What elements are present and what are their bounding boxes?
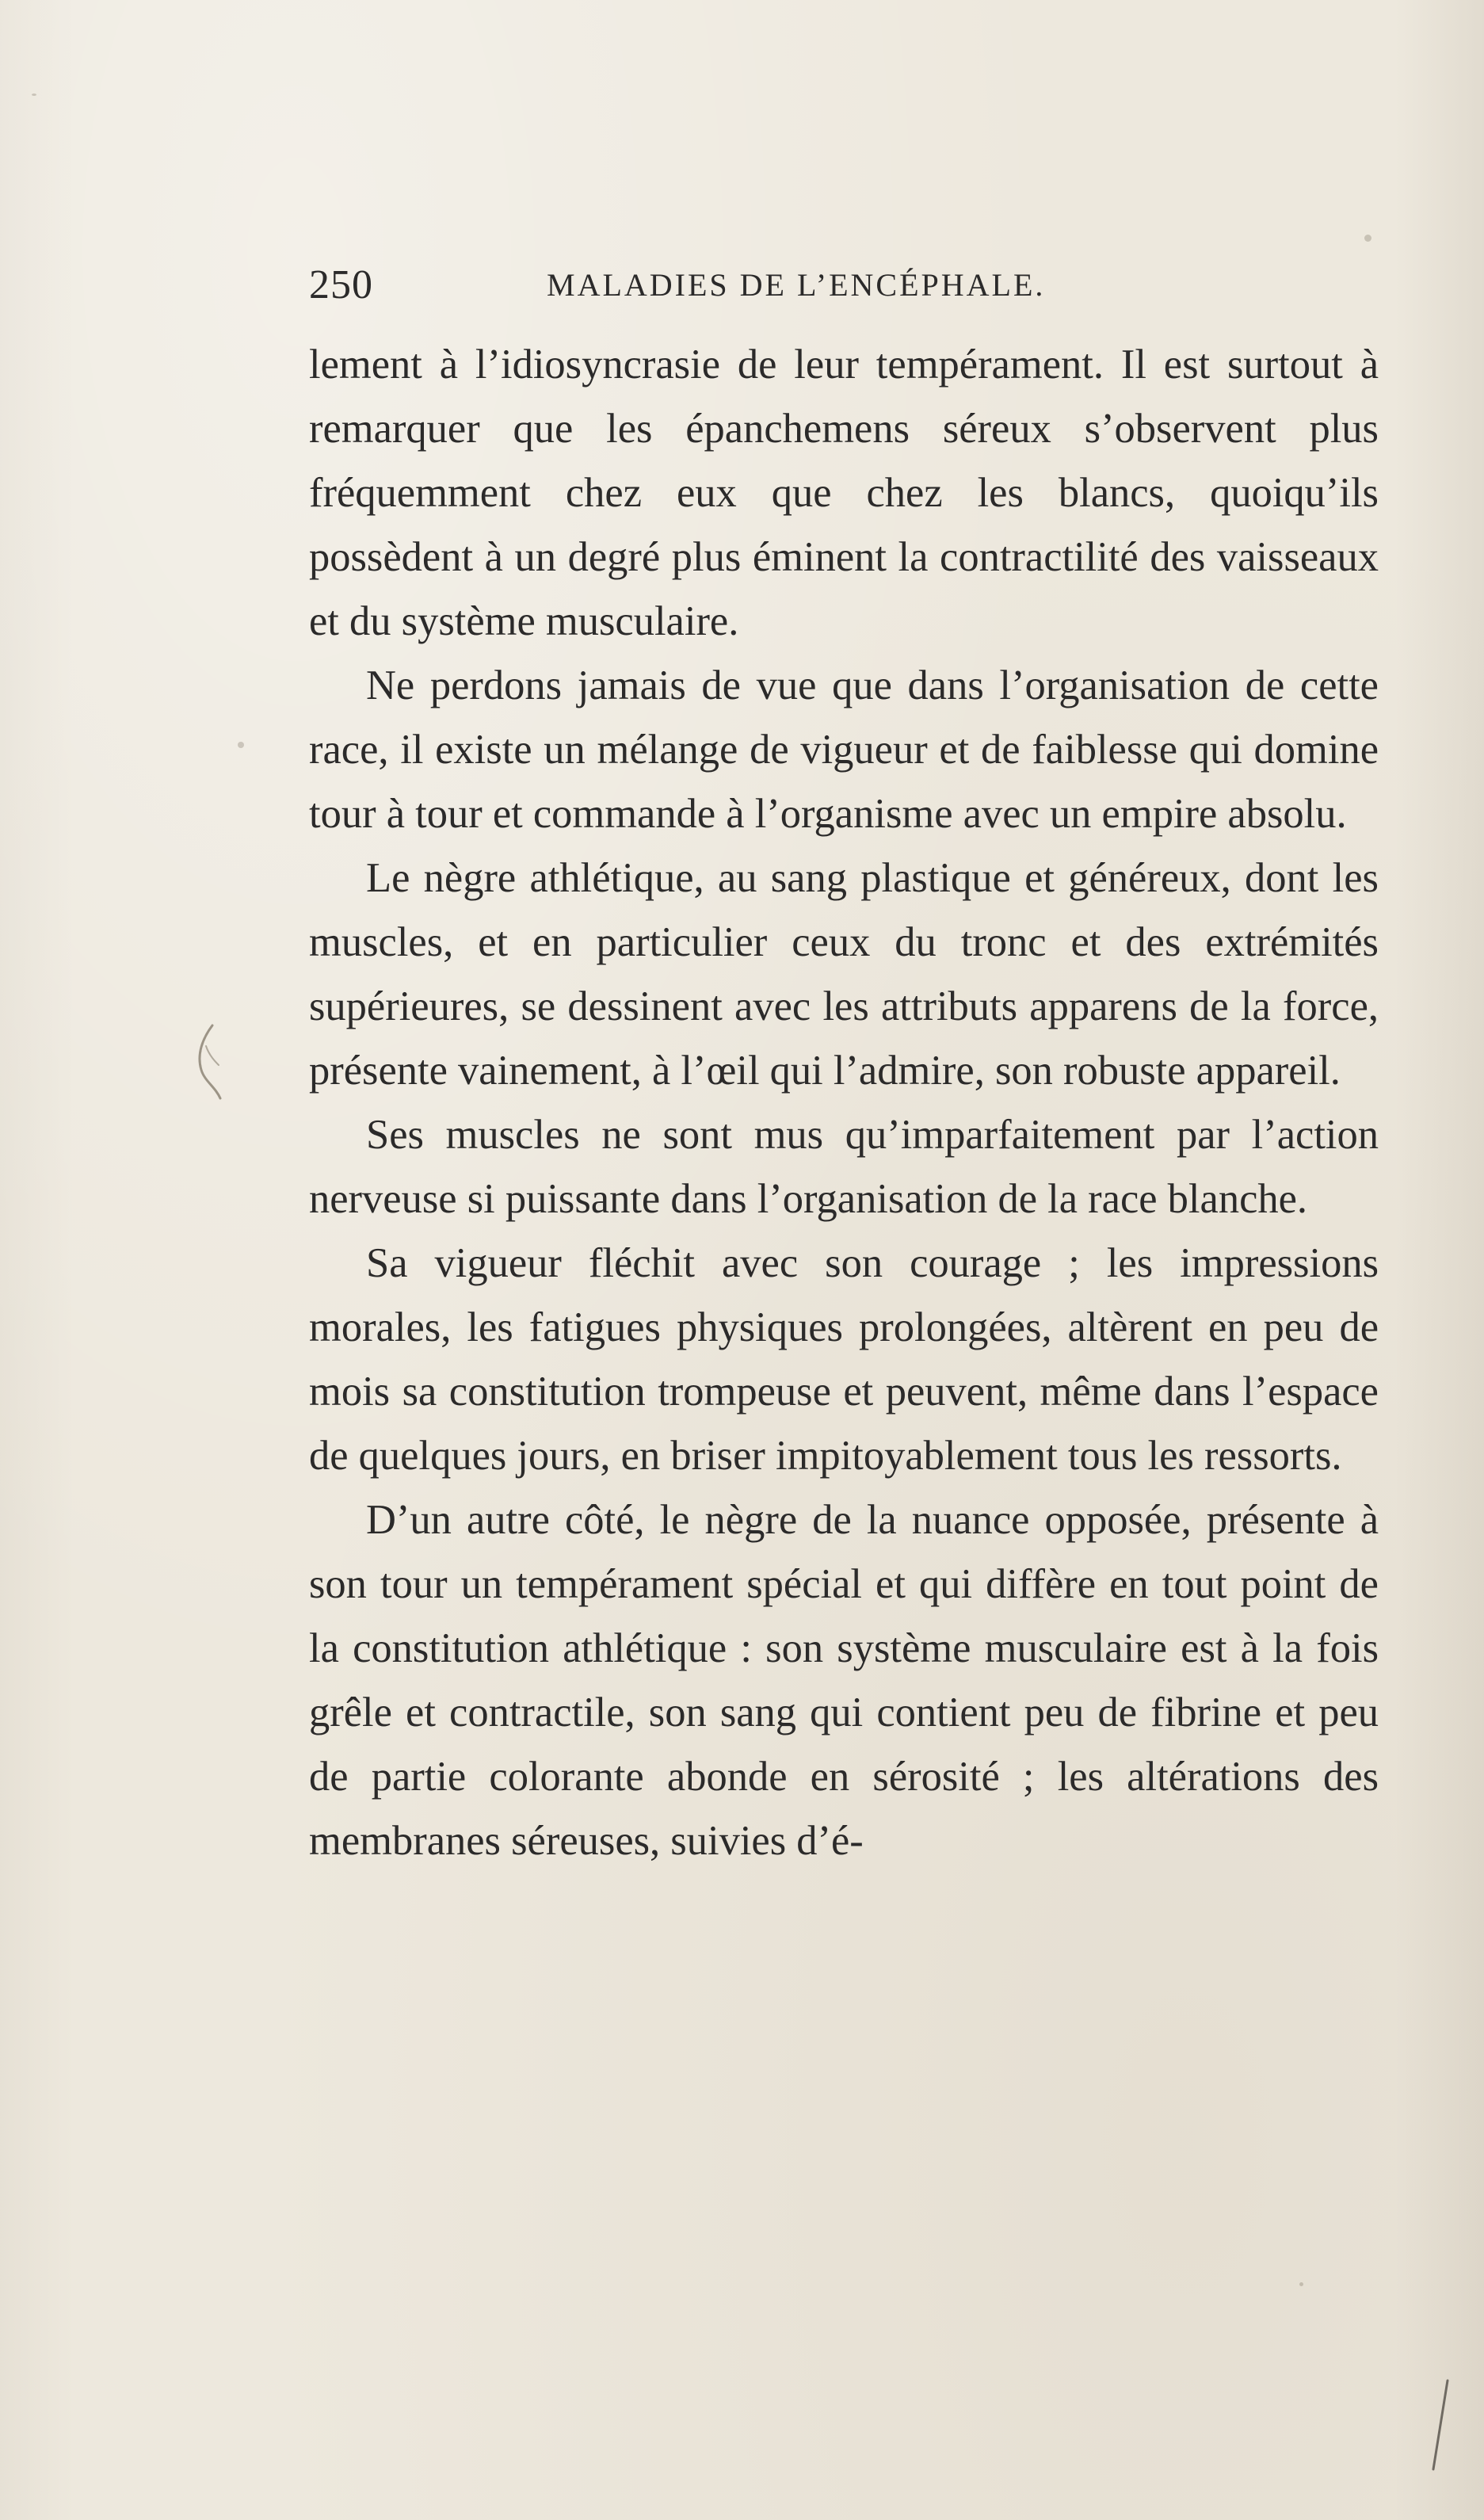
page-number: 250 (309, 262, 373, 307)
paragraph-1: lement à l’idiosyncrasie de leur tempérament. Il est surtout à remarquer que les épanchemens séreux s’observent plus fréquemment chez eux que chez les blancs, quoiqu’ils possèdent à un degré plus éminent la contractilité des vaisseaux et du système musculaire. (309, 342, 1379, 644)
paper-speck (1299, 2282, 1303, 2286)
paper-speck (238, 742, 244, 748)
margin-pencil-mark (192, 1022, 227, 1102)
paragraph-4: Ses muscles ne sont mus qu’imparfaitement par l’action nerveuse si puissante dans l’organisation de la race blanche. (309, 1112, 1379, 1222)
running-title: MALADIES DE L’ENCÉPHALE. (547, 267, 1046, 303)
text-block (309, 254, 1379, 1873)
paragraph-5: Sa vigueur fléchit avec son courage ; les impressions morales, les fatigues physiques prolongées, altèrent en peu de mois sa constitution trompeuse et peuvent, même dans l’espace de quelques jours, en briser impitoyablement tous les ressorts. (309, 1240, 1379, 1479)
page-edge-mark (1424, 2377, 1455, 2472)
paper-speck (32, 94, 36, 96)
paragraph-2: Ne perdons jamais de vue que dans l’organisation de cette race, il existe un mélange de vigueur et de faiblesse qui domine tour à tour et commande à l’organisme avec un empire absolu. (309, 662, 1379, 837)
running-head (309, 254, 1379, 317)
paragraph-6: D’un autre côté, le nègre de la nuance opposée, présente à son tour un tempérament spécial et qui diffère en tout point de la constitution athlétique : son système musculaire est à la fois grêle et contractile, son sang qui contient peu de fibrine et peu de partie colorante abonde en sérosité ; les altérations des membranes séreuses, suivies d’é- (309, 1497, 1379, 1864)
paper-speck (1364, 235, 1371, 242)
paragraph-3: Le nègre athlétique, au sang plastique et généreux, dont les muscles, et en particulier ceux du tronc et des extrémités supérieures, se dessinent avec les attributs apparens de la force, présente vainement, à l’œil qui l’admire, son robuste appareil. (309, 855, 1379, 1094)
